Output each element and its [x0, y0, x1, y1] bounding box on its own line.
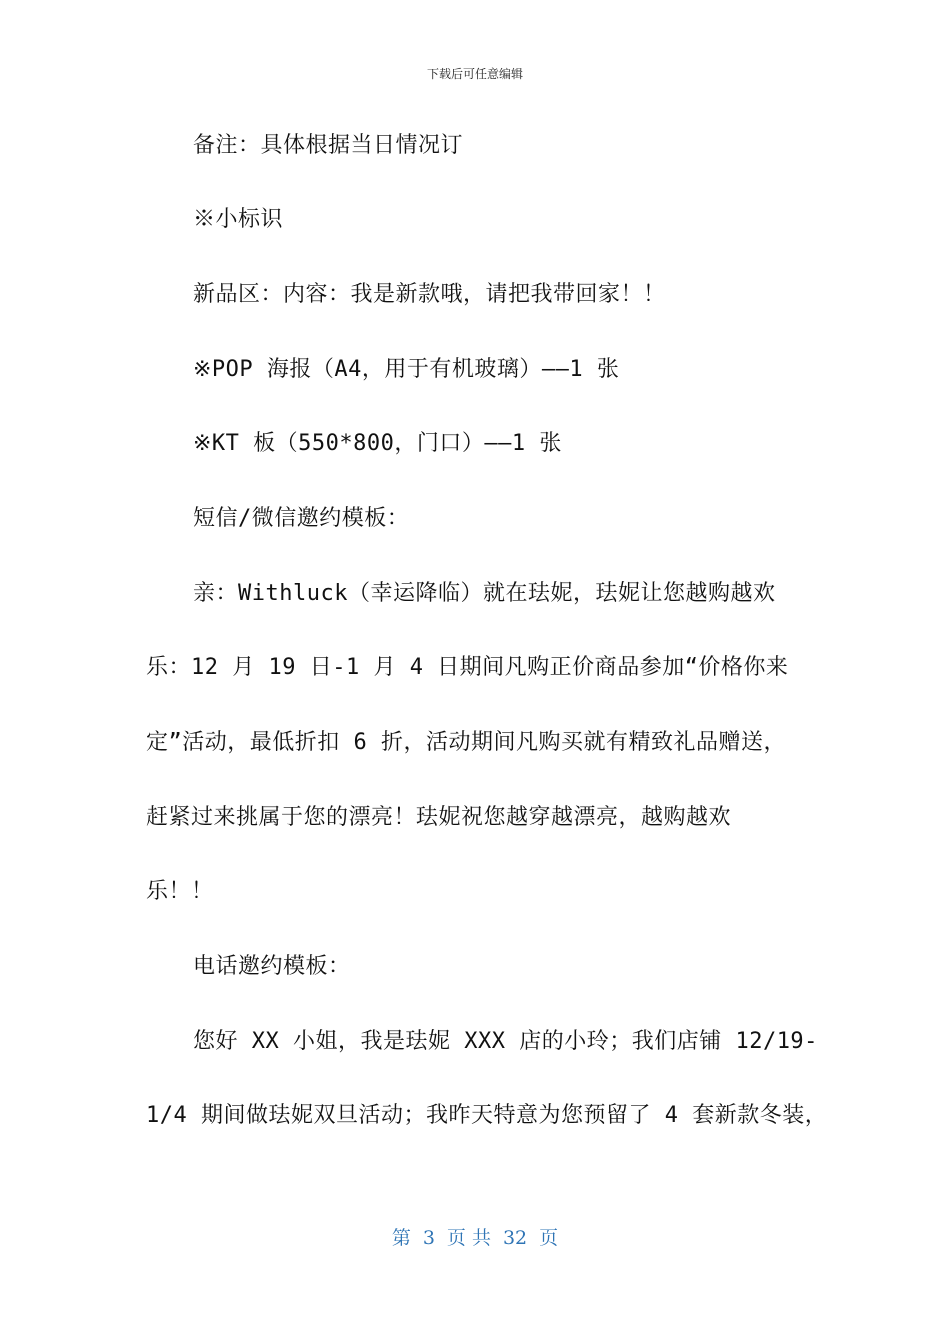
- current-page-number: 3: [422, 1227, 435, 1249]
- footer-middle: 页 共: [446, 1227, 491, 1249]
- total-page-count: 32: [502, 1227, 528, 1249]
- phone-template-heading: 电话邀约模板：: [193, 954, 351, 979]
- small-sign-heading: ※小标识: [193, 207, 284, 232]
- note-line: 备注：具体根据当日情况订: [193, 133, 464, 158]
- pop-poster-line: ※POP 海报（A4，用于有机玻璃）——1 张: [193, 357, 620, 382]
- sms-paragraph-line: 乐！！: [146, 879, 214, 904]
- sms-paragraph-line: 亲：Withluck（幸运降临）就在珐妮，珐妮让您越购越欢: [193, 581, 776, 606]
- sms-paragraph-line: 定”活动，最低折扣 6 折，活动期间凡购买就有精致礼品赠送，: [146, 730, 786, 755]
- page-number-footer: [0, 1226, 950, 1250]
- sms-template-heading: 短信/微信邀约模板：: [193, 506, 410, 531]
- footer-prefix: 第: [391, 1227, 411, 1249]
- footer-suffix: 页: [539, 1227, 559, 1249]
- phone-paragraph-line: 您好 XX 小姐，我是珐妮 XXX 店的小玲；我们店铺 12/19-: [193, 1029, 818, 1054]
- page-header: 下载后可任意编辑: [426, 67, 523, 81]
- sms-paragraph-line: 赶紧过来挑属于您的漂亮！珐妮祝您越穿越漂亮，越购越欢: [146, 805, 732, 830]
- sms-paragraph-line: 乐：12 月 19 日-1 月 4 日期间凡购正价商品参加“价格你来: [146, 655, 789, 680]
- kt-board-line: ※KT 板（550*800，门口）——1 张: [193, 431, 562, 456]
- phone-paragraph-line: 1/4 期间做珐妮双旦活动；我昨天特意为您预留了 4 套新款冬装，: [146, 1103, 828, 1128]
- new-area-line: 新品区：内容：我是新款哦，请把我带回家！！: [193, 282, 666, 307]
